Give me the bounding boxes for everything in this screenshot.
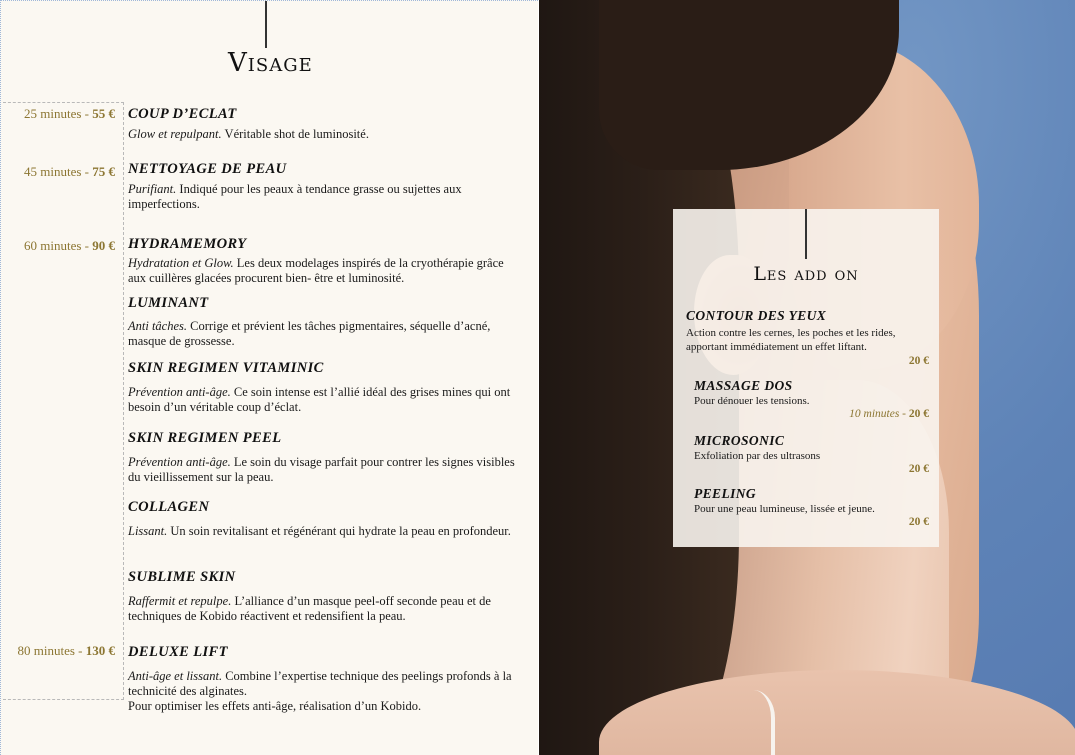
addon-price: 20 € [908,516,929,528]
treatment-title: LUMINANT [128,295,209,311]
treatment-collagen [128,498,523,539]
price-45min: 45 minutes - 75 € [24,164,115,179]
treatment-title: NETTOYAGE DE PEAU [128,161,287,177]
addon-divider-line [805,209,807,259]
title-divider-line [265,1,267,48]
treatment-coup-declat [128,105,523,142]
treatment-luminant [128,294,523,349]
addon-title: Les add on [753,263,859,285]
addon-item-title: CONTOUR DES YEUX [686,308,827,323]
treatment-skin-regimen-peel [128,429,523,485]
treatment-deluxe-lift [128,643,523,714]
addon-item-description: Exfoliation par des ultrasons [694,450,821,462]
treatment-nettoyage [128,160,523,212]
addon-item-description: Pour dénouer les tensions. [694,395,810,407]
treatment-title: SKIN REGIMEN VITAMINIC [128,360,324,376]
addon-peeling [694,486,934,516]
treatment-description: Hydratation et Glow. Les deux modelages inspirés de la cryothérapie grâce aux cuillères glacées procurent bien- être et luminosité. [128,256,504,285]
treatment-title: COLLAGEN [128,499,210,515]
addon-item-description: Pour une peau lumineuse, lissée et jeune. [694,503,875,515]
addon-massage-dos [694,378,934,408]
treatment-description: Prévention anti-âge. Le soin du visage parfait pour contrer les signes visibles du vieillissement sur la peau. [128,455,515,484]
price-25min: 25 minutes - 55 € [24,106,115,121]
treatment-hydramemory [128,235,523,286]
visage-title: Visage [228,48,313,78]
addon-item-title: PEELING [694,486,757,501]
price-column-frame [3,102,124,700]
addon-item-title: MASSAGE DOS [694,378,793,393]
treatment-title: COUP D’ECLAT [128,106,237,122]
top-strap-shape [721,690,775,755]
price-80min: 80 minutes - 130 € [17,643,115,658]
treatment-title: SKIN REGIMEN PEEL [128,430,282,446]
treatment-title: SUBLIME SKIN [128,569,236,585]
addon-price: 20 € [908,463,929,475]
addon-item-description: Action contre les cernes, les poches et les rides, apportant immédiatement un effet liftant. [686,327,896,353]
addon-item-title: MICROSONIC [694,433,785,448]
treatment-description: Prévention anti-âge. Ce soin intense est l’allié idéal des grises mines qui ont besoin d’un véritable coup d’éclat. [128,385,511,414]
treatment-description: Raffermit et repulpe. L’alliance d’un masque peel-off seconde peau et de techniques de Kobido réactivent et redensifient la peau. [128,594,491,623]
treatment-skin-regimen-vitaminic [128,359,523,415]
addon-contour-des-yeux [686,308,934,354]
addon-microsonic [694,433,934,463]
price-60min: 60 minutes - 90 € [24,238,115,253]
treatment-sublime-skin [128,568,523,624]
treatment-description: Glow et repulpant. Véritable shot de luminosité. [128,127,369,141]
treatment-title: HYDRAMEMORY [128,236,247,252]
treatment-description: Purifiant. Indiqué pour les peaux à tendance grasse ou sujettes aux imperfections. [128,182,462,211]
addon-price: 10 minutes - 20 € [849,408,929,420]
addon-panel [673,209,939,547]
addon-price: 20 € [908,355,929,367]
treatment-description: Anti-âge et lissant. Combine l’expertise technique des peelings profonds à la technicité des alginates. Pour optimiser les effets anti-âge, réalisation d’un Kobido. [128,669,512,713]
treatment-description: Lissant. Un soin revitalisant et régénérant qui hydrate la peau en profondeur. [128,524,511,538]
treatment-title: DELUXE LIFT [128,644,228,660]
treatment-description: Anti tâches. Corrige et prévient les tâches pigmentaires, séquelle d’acné, masque de grossesse. [128,319,491,348]
